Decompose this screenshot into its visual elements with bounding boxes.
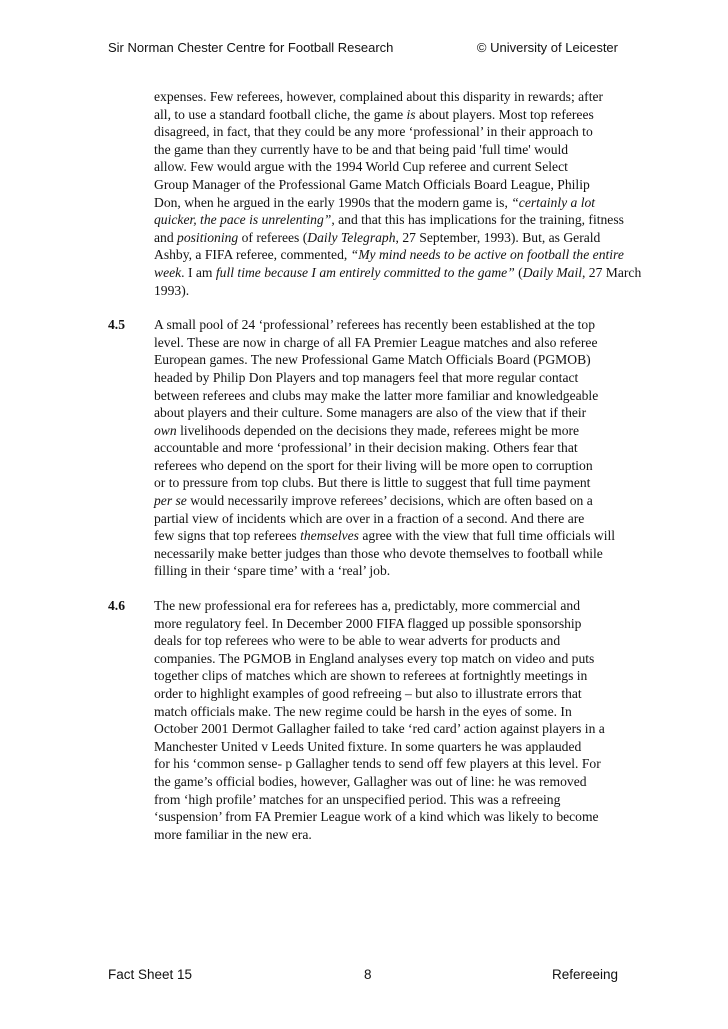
text-line — [154, 597, 624, 615]
text-run: ‘suspension’ from FA Premier League work of a kind which was likely to become — [154, 809, 599, 825]
text-run: October 2001 Dermot Gallagher failed to take ‘red card’ action against players in a — [154, 721, 605, 737]
text-run: partial view of incidents which are over in a fraction of a second. And there are — [154, 510, 585, 526]
text-line — [154, 685, 624, 703]
text-run: ( — [514, 264, 523, 280]
text-run: European games. The new Professional Game Match Officials Board (PGMOB) — [154, 352, 591, 368]
text-run: disagreed, in fact, that they could be any more ‘professional’ in their approach to — [154, 124, 593, 140]
text-run: allow. Few would argue with the 1994 World Cup referee and current Select — [154, 159, 568, 175]
text-line — [154, 457, 624, 475]
paragraph-text — [154, 88, 642, 299]
text-line — [154, 334, 624, 352]
italic-text: Daily Mail — [522, 264, 582, 280]
paragraph-number: 4.5 — [108, 317, 125, 333]
text-line — [154, 88, 624, 106]
text-run: level. These are now in charge of all FA Premier League matches and also referee — [154, 334, 598, 350]
text-run: from ‘high profile’ matches for an unspecified period. This was a refreeing — [154, 791, 561, 807]
page-footer — [108, 967, 620, 985]
text-line — [154, 667, 624, 685]
header-copyright: © University of Leicester — [476, 40, 618, 55]
text-line — [154, 562, 624, 580]
text-line — [154, 351, 624, 369]
footer-fact-sheet: Fact Sheet 15 — [108, 967, 193, 982]
text-line — [154, 808, 624, 826]
paragraph-text — [154, 597, 624, 843]
text-run: referees who depend on the sport for their living will be more open to corruption — [154, 457, 593, 473]
paragraph — [108, 597, 624, 843]
text-run: Manchester United v Leeds United fixture. In some quarters he was applauded — [154, 738, 582, 754]
text-line — [154, 439, 624, 457]
text-run: necessarily make better judges than those who devote themselves to football while — [154, 545, 603, 561]
text-run: filling in their ‘spare time’ with a ‘real’ job. — [154, 563, 391, 579]
text-run: , 27 March — [582, 264, 642, 280]
text-run: the game than they currently have to be and that being paid 'full time' would — [154, 141, 569, 157]
text-run: Ashby, a FIFA referee, commented, — [154, 247, 351, 263]
text-line — [154, 194, 624, 212]
text-line — [154, 474, 624, 492]
text-line — [154, 632, 624, 650]
text-line — [154, 545, 624, 563]
text-run: headed by Philip Don Players and top managers feel that more regular contact — [154, 369, 579, 385]
text-line — [154, 615, 624, 633]
text-run: between referees and clubs may make the latter more familiar and knowledgeable — [154, 387, 599, 403]
text-run: , and that this has implications for the training, fitness — [331, 212, 624, 228]
text-run: the game’s official bodies, however, Gallagher was out of line: he was removed — [154, 773, 587, 789]
italic-text: full time because I am entirely committed to the game” — [215, 264, 515, 280]
paragraph-number: 4.6 — [108, 598, 125, 614]
text-run: , 27 September, 1993). But, as Gerald — [395, 229, 601, 245]
text-run: 1993). — [154, 282, 190, 298]
text-run: more familiar in the new era. — [154, 826, 312, 842]
text-run: would necessarily improve referees’ decisions, which are often based on a — [186, 493, 593, 509]
paragraph — [108, 88, 642, 299]
text-run: livelihoods depended on the decisions they made, referees might be more — [176, 422, 580, 438]
text-line — [154, 826, 624, 844]
text-run: few signs that top referees — [154, 528, 301, 544]
text-line — [154, 106, 624, 124]
text-run: accountable and more ‘professional’ in their decision making. Others fear that — [154, 440, 578, 456]
text-line — [154, 158, 624, 176]
page-header — [108, 40, 620, 58]
text-run: together clips of matches which are shown to referees at fortnightly meetings in — [154, 668, 588, 684]
text-line — [154, 229, 624, 247]
text-run: order to highlight examples of good refreeing – but also to illustrate errors that — [154, 686, 582, 701]
text-line — [154, 738, 624, 756]
text-line — [154, 773, 624, 791]
text-line — [154, 791, 624, 809]
italic-text: is — [406, 106, 416, 122]
text-run: A small pool of 24 ‘professional’ referees has recently been established at the top — [154, 317, 596, 333]
italic-text: “certainly a lot — [511, 194, 596, 210]
text-run: expenses. Few referees, however, complained about this disparity in rewards; after — [154, 89, 604, 104]
italic-text: quicker, the pace is unrelenting” — [154, 212, 332, 228]
text-run: deals for top referees who were to be able to wear adverts for products and — [154, 633, 561, 649]
text-run: about players. Most top referees — [415, 106, 594, 122]
italic-text: own — [154, 422, 177, 438]
text-run: more regulatory feel. In December 2000 FIFA flagged up possible sponsorship — [154, 615, 582, 631]
text-line — [154, 141, 624, 159]
text-line — [154, 422, 624, 440]
paragraph-text — [154, 316, 624, 580]
italic-text: Daily Telegraph — [307, 229, 396, 245]
text-line — [154, 264, 642, 282]
italic-text: themselves — [300, 528, 359, 544]
text-run: about players and their culture. Some managers are also of the view that if their — [154, 405, 587, 421]
text-line — [154, 650, 624, 668]
text-line — [154, 404, 624, 422]
italic-text: per se — [154, 493, 187, 509]
text-run: The new professional era for referees has a, predictably, more commercial and — [154, 598, 580, 614]
text-line — [154, 282, 624, 300]
text-line — [154, 387, 624, 405]
italic-text: week — [154, 264, 182, 280]
text-line — [154, 720, 624, 738]
text-line — [154, 755, 624, 773]
text-run: for his ‘common sense- p Gallagher tends to send off few players at this level. For — [154, 756, 601, 772]
text-run: Don, when he argued in the early 1990s that the modern game is, — [154, 194, 512, 210]
text-line — [154, 211, 624, 229]
italic-text: “My mind needs to be active on football the entire — [350, 247, 624, 263]
footer-topic: Refereeing — [551, 967, 618, 982]
text-line — [154, 316, 624, 334]
paragraph — [108, 316, 624, 580]
text-line — [154, 246, 624, 264]
text-run: all, to use a standard football cliche, the game — [154, 106, 407, 122]
text-run: and — [154, 229, 178, 245]
text-line — [154, 510, 624, 528]
header-centre-name: Sir Norman Chester Centre for Football Research — [108, 40, 394, 55]
text-run: or to pressure from top clubs. But there is little to suggest that full time payment — [154, 475, 591, 491]
text-run: . I am — [181, 264, 216, 280]
text-line — [154, 527, 624, 545]
text-run: match officials make. The new regime could be harsh in the eyes of some. In — [154, 703, 572, 719]
text-line — [154, 492, 624, 510]
text-run: Group Manager of the Professional Game Match Officials Board League, Philip — [154, 176, 590, 192]
text-run: companies. The PGMOB in England analyses every top match on video and puts — [154, 650, 595, 666]
text-line — [154, 123, 624, 141]
text-line — [154, 703, 624, 721]
text-run: agree with the view that full time officials will — [358, 528, 616, 544]
text-run: of referees ( — [238, 229, 308, 245]
text-line — [154, 176, 624, 194]
document-body — [108, 88, 642, 860]
italic-text: positioning — [177, 229, 239, 245]
text-line — [154, 369, 624, 387]
footer-page-number: 8 — [364, 967, 372, 982]
